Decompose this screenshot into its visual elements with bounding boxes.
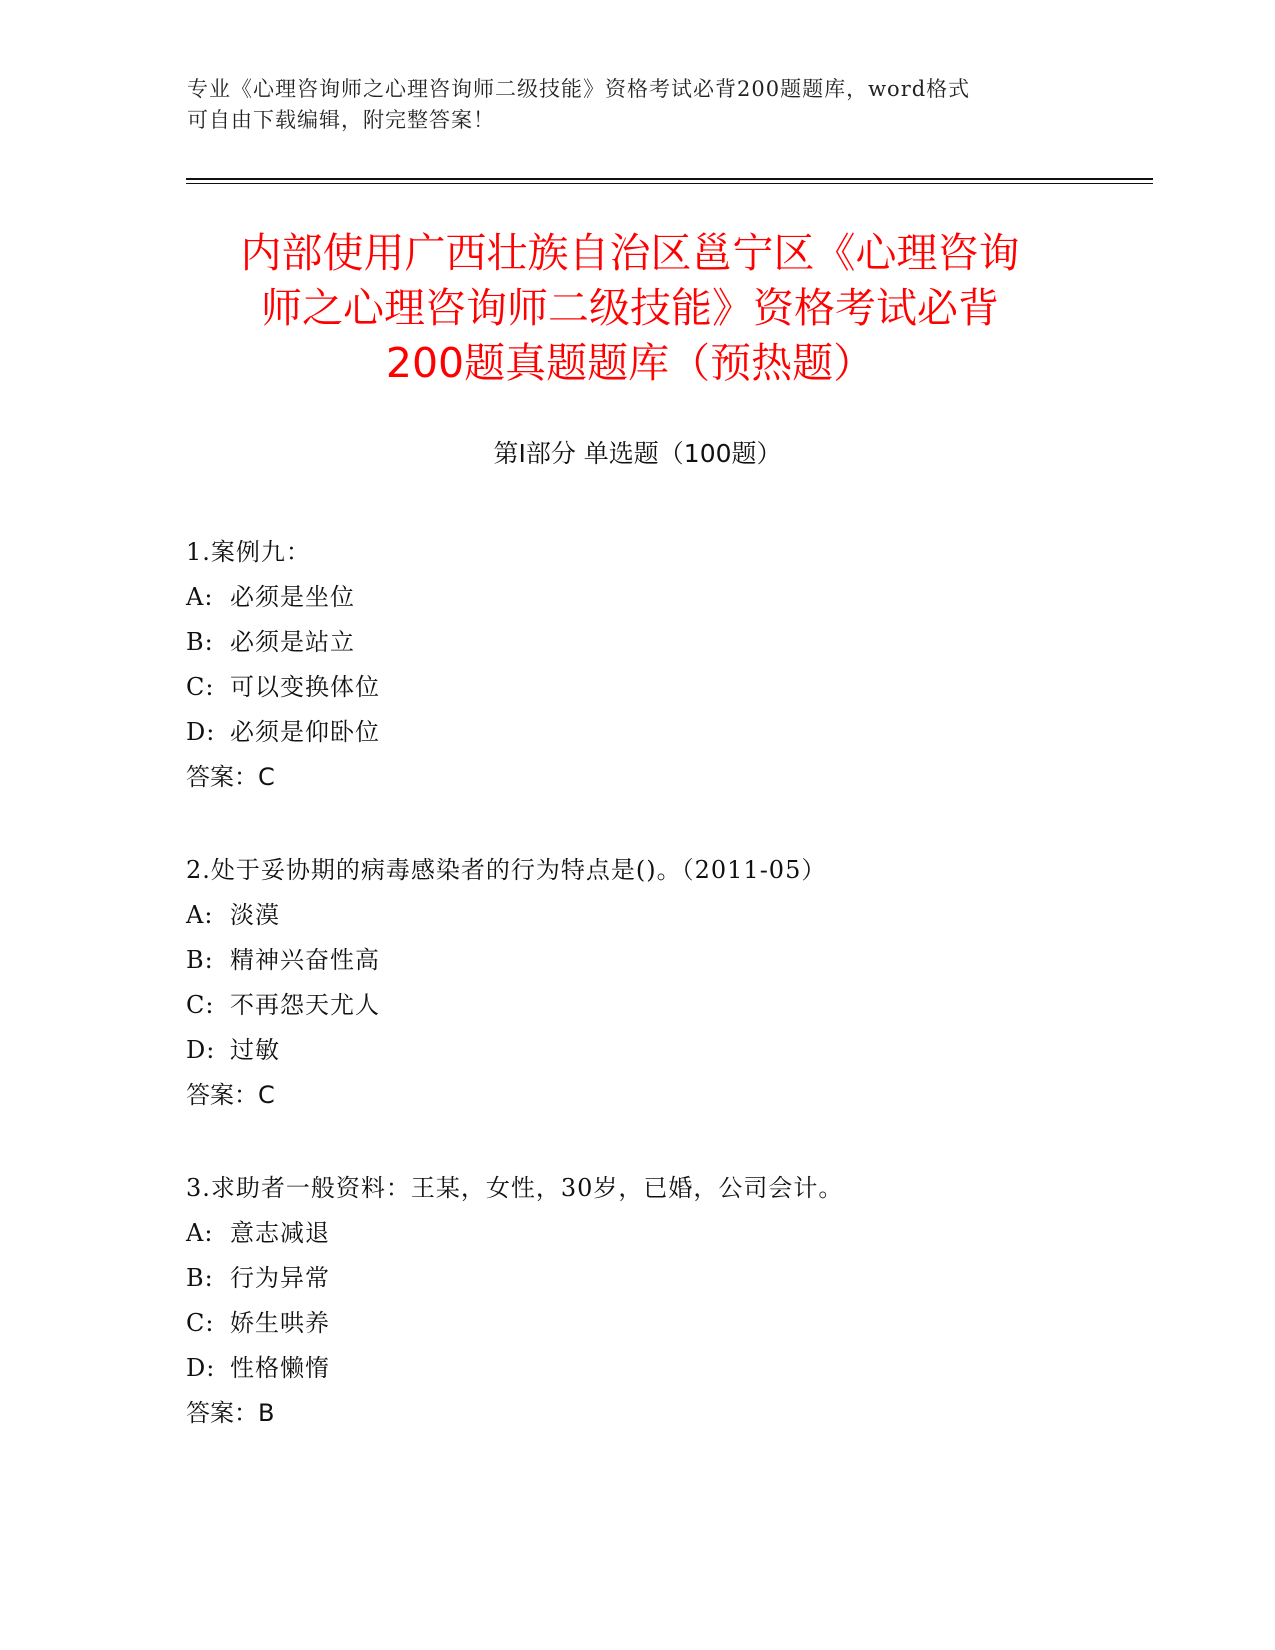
header-divider-thin: [186, 183, 1153, 184]
answer: 答案：C: [186, 1081, 275, 1109]
option-a: [186, 893, 1186, 938]
option-text: 淡漠: [230, 901, 280, 929]
option-label: C:: [186, 991, 215, 1019]
option-label: A:: [186, 583, 214, 611]
option-c: [186, 665, 1186, 710]
option-label: B:: [186, 946, 214, 974]
question-text: 3.求助者一般资料：王某，女性，30岁，已婚，公司会计。: [186, 1174, 844, 1202]
header-note-line-1: 专业《心理咨询师之心理咨询师二级技能》资格考试必背200题题库，word格式: [187, 77, 971, 101]
document-title-line-3: 200题真题题库（预热题）: [385, 339, 875, 387]
option-text: 行为异常: [230, 1264, 330, 1292]
option-d: [186, 1028, 1186, 1073]
option-b: [186, 938, 1186, 983]
option-c: [186, 983, 1186, 1028]
option-label: D:: [186, 1354, 216, 1382]
option-d: [186, 1346, 1186, 1391]
option-text: 必须是站立: [230, 628, 355, 656]
option-label: B:: [186, 628, 214, 656]
option-label: C:: [186, 1309, 215, 1337]
question-2: [186, 848, 1186, 1118]
option-d: [186, 710, 1186, 755]
option-text: 不再怨天尤人: [230, 991, 380, 1019]
option-text: 必须是仰卧位: [230, 718, 380, 746]
header-note: [187, 74, 1087, 136]
option-b: [186, 1256, 1186, 1301]
document-title: [170, 226, 1090, 391]
document-title-line-2: 师之心理咨询师二级技能》资格考试必背: [261, 284, 999, 332]
option-text: 娇生哄养: [230, 1309, 330, 1337]
option-c: [186, 1301, 1186, 1346]
option-label: C:: [186, 673, 215, 701]
option-label: D:: [186, 718, 216, 746]
option-text: 可以变换体位: [230, 673, 380, 701]
document-title-line-1: 内部使用广西壮族自治区邕宁区《心理咨询: [240, 229, 1020, 277]
option-text: 必须是坐位: [230, 583, 355, 611]
option-label: D:: [186, 1036, 216, 1064]
question-1: [186, 530, 1186, 800]
answer: 答案：B: [186, 1399, 275, 1427]
option-b: [186, 620, 1186, 665]
option-text: 过敏: [230, 1036, 280, 1064]
question-3: [186, 1166, 1186, 1436]
option-label: A:: [186, 1219, 214, 1247]
option-label: B:: [186, 1264, 214, 1292]
option-text: 精神兴奋性高: [230, 946, 380, 974]
section-title: 第I部分 单选题（100题）: [493, 439, 782, 468]
option-a: [186, 575, 1186, 620]
option-text: 意志减退: [230, 1219, 330, 1247]
option-label: A:: [186, 901, 214, 929]
option-text: 性格懒惰: [230, 1354, 330, 1382]
option-a: [186, 1211, 1186, 1256]
answer: 答案：C: [186, 763, 275, 791]
question-text: 2.处于妥协期的病毒感染者的行为特点是()。（2011-05）: [186, 856, 827, 884]
header-divider-thick: [186, 178, 1153, 180]
question-text: 1.案例九：: [186, 538, 311, 566]
header-note-line-2: 可自由下载编辑，附完整答案！: [187, 108, 495, 132]
